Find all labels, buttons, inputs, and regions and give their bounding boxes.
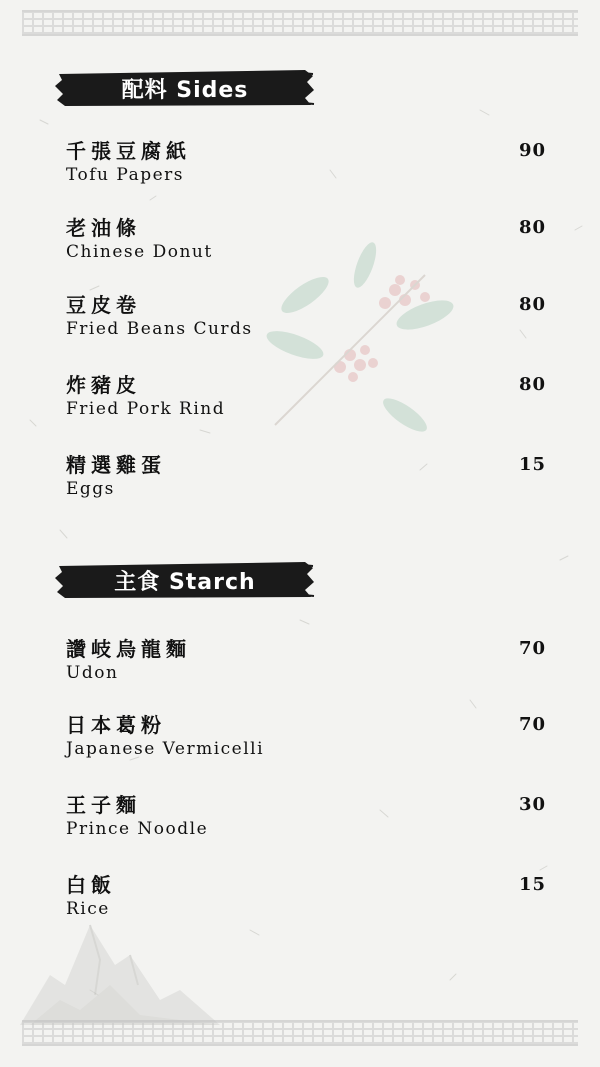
starch-section-header: [55, 560, 315, 600]
menu-item: [66, 636, 546, 712]
item-name-en: Eggs: [66, 479, 115, 499]
menu-item: [66, 792, 546, 872]
item-name-zh: 千張豆腐紙: [66, 139, 191, 163]
item-name-zh: 老油條: [66, 216, 141, 240]
menu-item: [66, 138, 546, 215]
item-price: 15: [518, 454, 546, 475]
sides-menu-list: [66, 138, 546, 512]
menu-item: [66, 712, 546, 792]
item-name-zh: 精選雞蛋: [66, 453, 166, 477]
item-name-en: Prince Noodle: [66, 819, 209, 839]
item-name-en: Fried Beans Curds: [66, 319, 253, 339]
item-price: 70: [518, 638, 546, 659]
item-name-en: Chinese Donut: [66, 242, 213, 262]
section-title: 主食 Starch: [114, 569, 256, 595]
item-price: 80: [518, 217, 546, 238]
item-name-en: Udon: [66, 663, 119, 683]
item-name-zh: 白飯: [66, 873, 116, 897]
item-name-zh: 王子麵: [66, 793, 141, 817]
item-name-zh: 讚岐烏龍麵: [66, 637, 191, 661]
section-title: 配料 Sides: [121, 77, 249, 103]
item-name-en: Japanese Vermicelli: [66, 739, 265, 759]
item-name-zh: 日本葛粉: [66, 713, 166, 737]
item-price: 15: [518, 874, 546, 895]
item-price: 80: [518, 374, 546, 395]
item-price: 70: [518, 714, 546, 735]
item-name-en: Rice: [66, 899, 110, 919]
item-price: 80: [518, 294, 546, 315]
menu-item: [66, 292, 546, 372]
bottom-pattern-border: [22, 1020, 578, 1046]
item-name-zh: 豆皮卷: [66, 293, 141, 317]
ink-mountain-icon: [20, 905, 220, 1025]
item-price: 30: [518, 794, 546, 815]
top-pattern-border: [22, 10, 578, 36]
starch-menu-list: [66, 636, 546, 932]
item-name-en: Tofu Papers: [66, 165, 185, 185]
item-price: 90: [518, 140, 546, 161]
menu-item: [66, 452, 546, 512]
item-name-en: Fried Pork Rind: [66, 399, 226, 419]
menu-item: [66, 372, 546, 452]
menu-item: [66, 215, 546, 292]
sides-section-header: [55, 68, 315, 108]
item-name-zh: 炸豬皮: [66, 373, 141, 397]
